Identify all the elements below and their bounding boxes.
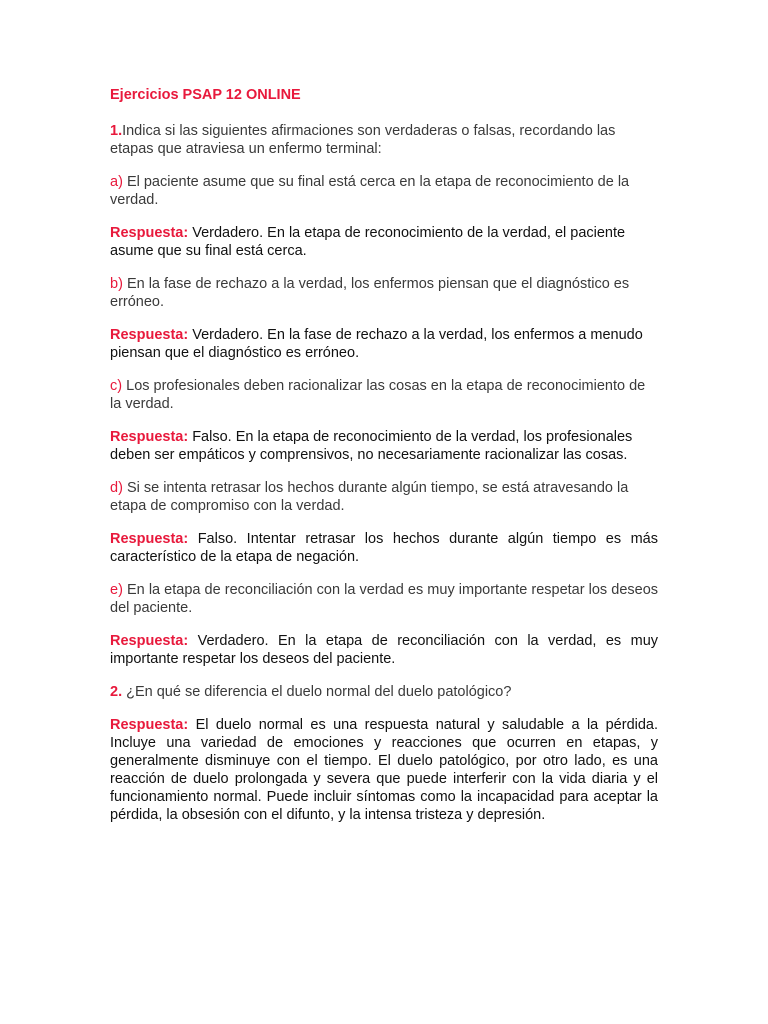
statement-text: El paciente asume que su final está cerca en la etapa de reconocimiento de la verdad. [110, 174, 630, 208]
statement-d [110, 479, 658, 515]
question-2 [110, 683, 658, 701]
document-page [110, 86, 658, 839]
answer-label: Respuesta: [110, 327, 189, 343]
question-1 [110, 122, 658, 158]
answer-text: Verdadero. En la etapa de reconocimiento de la verdad, el paciente asume que su final está cerca. [110, 225, 626, 259]
answer-label: Respuesta: [110, 225, 189, 241]
question-number: 1. [110, 123, 123, 139]
question-text: ¿En qué se diferencia el duelo normal del duelo patológico? [126, 684, 512, 700]
answer-label: Respuesta: [110, 429, 189, 445]
answer-text: El duelo normal es una respuesta natural y saludable a la pérdida. Incluye una variedad de emociones y reacciones que ocurren en etapas, y generalmente disminuye con el tiempo. El duelo patológico, por otro lado, es una reacción de duelo prolongada y severa que puede interferir con la vida diaria y el funcionamiento normal. Puede incluir síntomas como la incapacidad para aceptar la pérdida, la obsesión con el difunto, y la intensa tristeza y depresión. [110, 717, 659, 823]
question-number: 2. [110, 684, 123, 700]
answer-label: Respuesta: [110, 717, 189, 733]
answer-label: Respuesta: [110, 531, 189, 547]
statement-marker: b) [110, 276, 123, 292]
question-text: Indica si las siguientes afirmaciones son verdaderas o falsas, recordando las etapas que atraviesa un enfermo terminal: [110, 123, 616, 157]
document-title: Ejercicios PSAP 12 ONLINE [110, 87, 301, 103]
statement-marker: e) [110, 582, 123, 598]
statement-marker: c) [110, 378, 123, 394]
statement-text: En la fase de rechazo a la verdad, los enfermos piensan que el diagnóstico es erróneo. [110, 276, 630, 310]
statement-text: En la etapa de reconciliación con la verdad es muy importante respetar los deseos del paciente. [110, 582, 659, 616]
statement-marker: d) [110, 480, 123, 496]
answer-a [110, 224, 658, 260]
statement-c [110, 377, 658, 413]
answer-text: Verdadero. En la fase de rechazo a la verdad, los enfermos a menudo piensan que el diagnóstico es erróneo. [110, 327, 643, 361]
statement-text: Si se intenta retrasar los hechos durante algún tiempo, se está atravesando la etapa de compromiso con la verdad. [110, 480, 629, 514]
answer-text: Falso. En la etapa de reconocimiento de la verdad, los profesionales deben ser empáticos y comprensivos, no necesariamente racionalizar las cosas. [110, 429, 633, 463]
answer-d [110, 530, 658, 566]
answer-e [110, 632, 658, 668]
statement-b [110, 275, 658, 311]
statement-e [110, 581, 658, 617]
answer-text: Falso. Intentar retrasar los hechos durante algún tiempo es más característico de la etapa de negación. [110, 531, 658, 565]
statement-a [110, 173, 658, 209]
answer-c [110, 428, 658, 464]
answer-b [110, 326, 658, 362]
answer-label: Respuesta: [110, 633, 189, 649]
answer-text: Verdadero. En la etapa de reconciliación con la verdad, es muy importante respetar los deseos del paciente. [110, 633, 659, 667]
statement-marker: a) [110, 174, 123, 190]
statement-text: Los profesionales deben racionalizar las cosas en la etapa de reconocimiento de la verdad. [110, 378, 646, 412]
answer-2 [110, 716, 658, 824]
